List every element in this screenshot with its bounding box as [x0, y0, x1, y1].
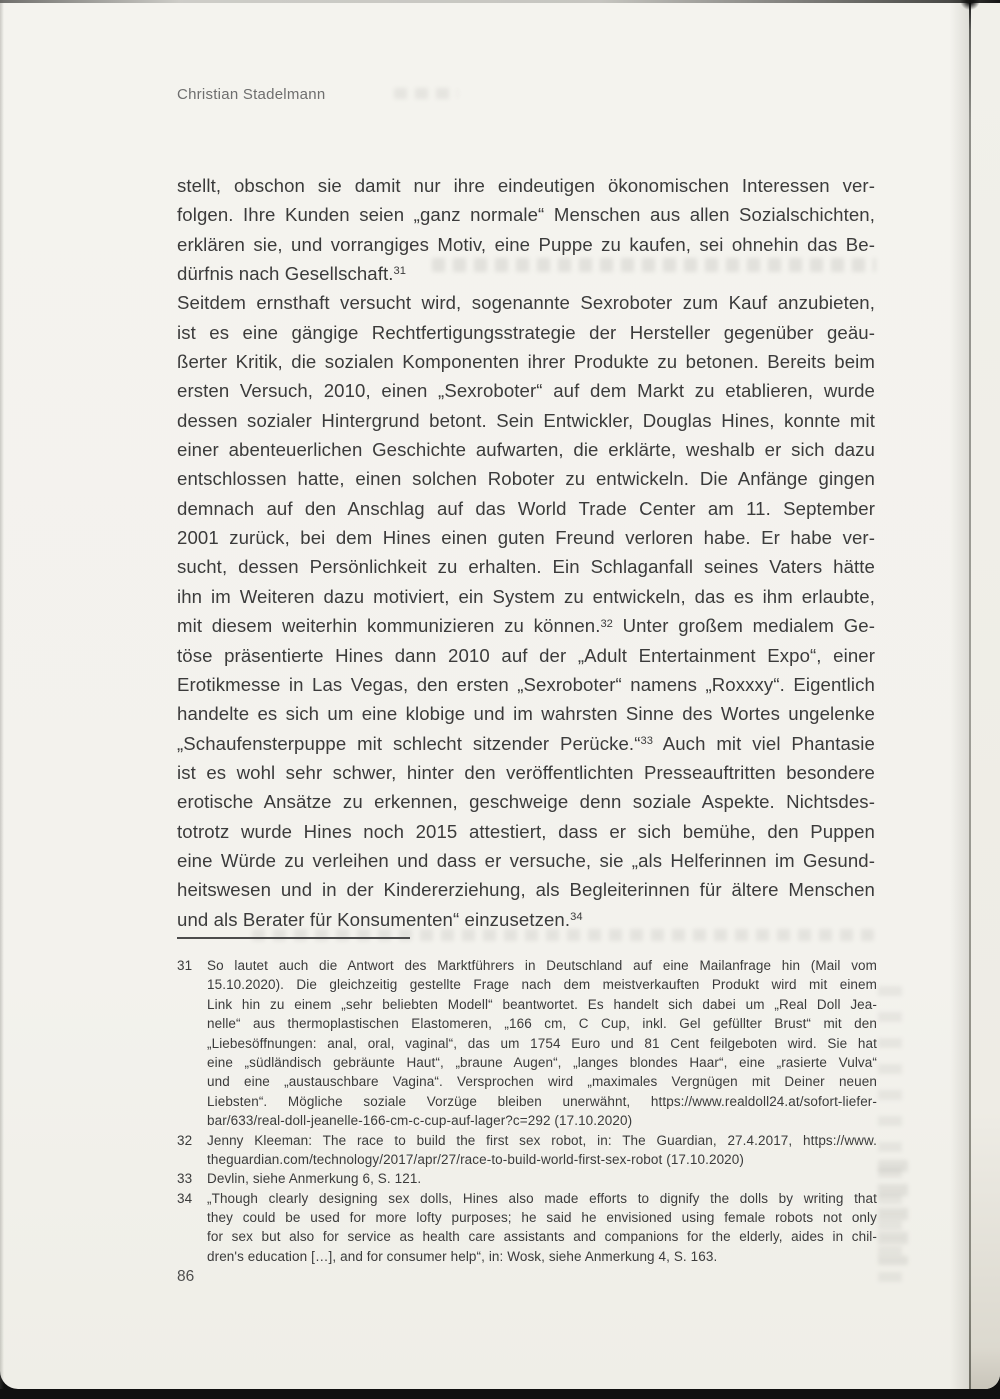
body-line: töse präsentierte Hines dann 2010 auf der „Adult Entertainment Expo“, einer [177, 644, 875, 666]
footnote-line: Link hin zu einem „sehr beliebten Modell“ beantwortet. Es handelt sich dabei um „Real Doll Jea- [207, 996, 877, 1012]
body-line: sucht, dessen Persönlichkeit zu erhalten. Ein Schlaganfall seines Vaters hätte [177, 556, 875, 578]
body-text [177, 171, 875, 934]
footnote-line: Devlin, siehe Anmerkung 6, S. 121. [207, 1171, 422, 1187]
body-line: heitswesen und in der Kindererziehung, als Begleiterinnen für ältere Menschen [177, 879, 875, 901]
scan-left-edge [0, 0, 4, 1389]
body-line: handelte es sich um eine klobige und im wahrsten Sinne des Wortes ungelenke [177, 703, 875, 725]
body-line: „Schaufensterpuppe mit schlecht sitzender Perücke.“$^{33}$ Auch mit viel Phantasie [177, 732, 875, 754]
footnotes [177, 956, 877, 1266]
footnote-line: Liebsten“. Mögliche soziale Vorzüge bleiben unerwähnt, https://www.realdoll24.at/sofort-liefer- [207, 1093, 877, 1109]
footnote-line: Jenny Kleeman: The race to build the first sex robot, in: The Guardian, 27.4.2017, https://www. [207, 1132, 877, 1148]
body-line: eine Würde zu verleihen und dass er versuche, sie „als Helferinnen im Gesund- [177, 849, 875, 871]
show-through-smudge [878, 1160, 908, 1265]
footnote-line: 15.10.2020). Die gleichzeitig gestellte Frage nach dem meistverkauften Produkt wird mit einem [207, 977, 877, 993]
body-line: entschlossen hatte, einen solchen Roboter zu entwickeln. Die Anfänge gingen [177, 468, 875, 490]
show-through-smudge [394, 88, 458, 99]
footnote-text [207, 1169, 877, 1188]
body-line: dürfnis nach Gesellschaft.$^{31}$ [177, 263, 406, 285]
body-line: 2001 zurück, bei dem Hines einen guten Freund verloren habe. Er habe ver- [177, 527, 875, 549]
body-line: ßerter Kritik, die sozialen Komponenten ihrer Produkte zu betonen. Bereits beim [177, 351, 875, 373]
body-line: Erotikmesse in Las Vegas, den ersten „Sexroboter“ namens „Roxxxy“. Eigentlich [177, 673, 875, 695]
body-line: totrotz wurde Hines noch 2015 attestiert, dass er sich bemühe, den Puppen [177, 820, 875, 842]
footnote-line: nelle“ aus thermoplastischen Elastomeren, „166 cm, C Cup, inkl. Gel gefüllter Brust“ mit den [207, 1016, 877, 1032]
footnote-line: they could be used for more lofty purposes; he said he envisioned using female robots not only [207, 1210, 877, 1226]
footnote-number: 31 [177, 958, 193, 973]
body-line: mit diesem weiterhin kommunizieren zu können.$^{32}$ Unter großem medialem Ge- [177, 615, 875, 637]
show-through-smudge [878, 986, 902, 1286]
body-line: ihn im Weiteren dazu motiviert, ein System zu entwickeln, das es ihm erlaubte, [177, 585, 875, 607]
footnote-text [207, 1131, 877, 1170]
footnote-line: und eine „austauschbare Vagina“. Versprochen wird „maximales Vergnügen mit Deiner neuen [207, 1074, 877, 1090]
page-fold-shading [950, 0, 969, 1389]
footnote-text [207, 956, 877, 1131]
footnote [177, 1189, 877, 1267]
footnote [177, 1131, 877, 1170]
body-line: dessen sozialer Hintergrund betont. Sein Entwickler, Douglas Hines, konnte mit [177, 409, 875, 431]
footnote-line: „Liebesöffnungen: anal, oral, vaginal“, das um 1754 Euro und 81 Cent feilgeboten wird. Sie hat [207, 1035, 877, 1051]
body-line: ersten Versuch, 2010, einen „Sexroboter“ auf dem Markt zu etablieren, wurde [177, 380, 875, 402]
page-outer-edge [971, 0, 1000, 1389]
footnote [177, 1169, 877, 1188]
body-line: ist es eine gängige Rechtfertigungsstrategie der Hersteller gegenüber geäu- [177, 321, 875, 343]
body-line: stellt, obschon sie damit nur ihre eindeutigen ökonomischen Interessen ver- [177, 175, 875, 196]
body-line: erklären sie, und vorrangiges Motiv, eine Puppe zu kaufen, sei ohnehin das Be- [177, 233, 875, 255]
footnote-text [207, 1189, 877, 1267]
footnote [177, 956, 877, 1131]
footnote-number: 34 [177, 1190, 193, 1206]
footnote-divider [177, 937, 410, 939]
body-line: und als Berater für Konsumenten“ einzusetzen.$^{34}$ [177, 908, 583, 930]
body-line: ist es wohl sehr schwer, hinter den veröffentlichten Presseauftritten besondere [177, 761, 875, 783]
body-line: erotische Ansätze zu erkennen, geschweige denn soziale Aspekte. Nichtsdes- [177, 791, 875, 813]
footnote-line: bar/633/real-doll-jeanelle-166-cm-c-cup-auf-lager?c=292 (17.10.2020) [207, 1113, 633, 1129]
footnote-line: eine „südländisch gebräunte Haut“, „braune Augen“, „langes blondes Haar“, eine „rasierte Vulva“ [207, 1054, 877, 1070]
footnote-line: So lautet auch die Antwort des Marktführers in Deutschland auf eine Mailanfrage hin (Mail vom [207, 958, 877, 973]
footnote-line: for sex but also for service as health care assistants and companions for the elderly, aides in chil- [207, 1229, 877, 1245]
running-header-author: Christian Stadelmann [177, 86, 326, 103]
body-line: Seitdem ernsthaft versucht wird, sogenannte Sexroboter zum Kauf anzubieten, [177, 292, 875, 314]
page-number: 86 [177, 1268, 195, 1285]
footnote-line: „Though clearly designing sex dolls, Hines also made efforts to dignify the dolls by writing that [207, 1190, 877, 1206]
footnote-line: dren's education […], and for consumer help“, in: Wosk, siehe Anmerkung 4, S. 163. [207, 1248, 718, 1264]
body-line: folgen. Ihre Kunden seien „ganz normale“ Menschen aus allen Sozialschichten, [177, 204, 875, 226]
scan-top-edge [0, 0, 1000, 3]
body-line: demnach auf den Anschlag auf das World Trade Center am 11. September [177, 497, 875, 519]
body-line: einer abenteuerlichen Geschichte aufwarten, die erklärte, weshalb er sich dazu [177, 439, 875, 461]
footnote-line: theguardian.com/technology/2017/apr/27/race-to-build-world-first-sex-robot (17.10.2020) [207, 1151, 744, 1167]
footnote-number: 33 [177, 1171, 193, 1187]
footnote-number: 32 [177, 1132, 193, 1148]
